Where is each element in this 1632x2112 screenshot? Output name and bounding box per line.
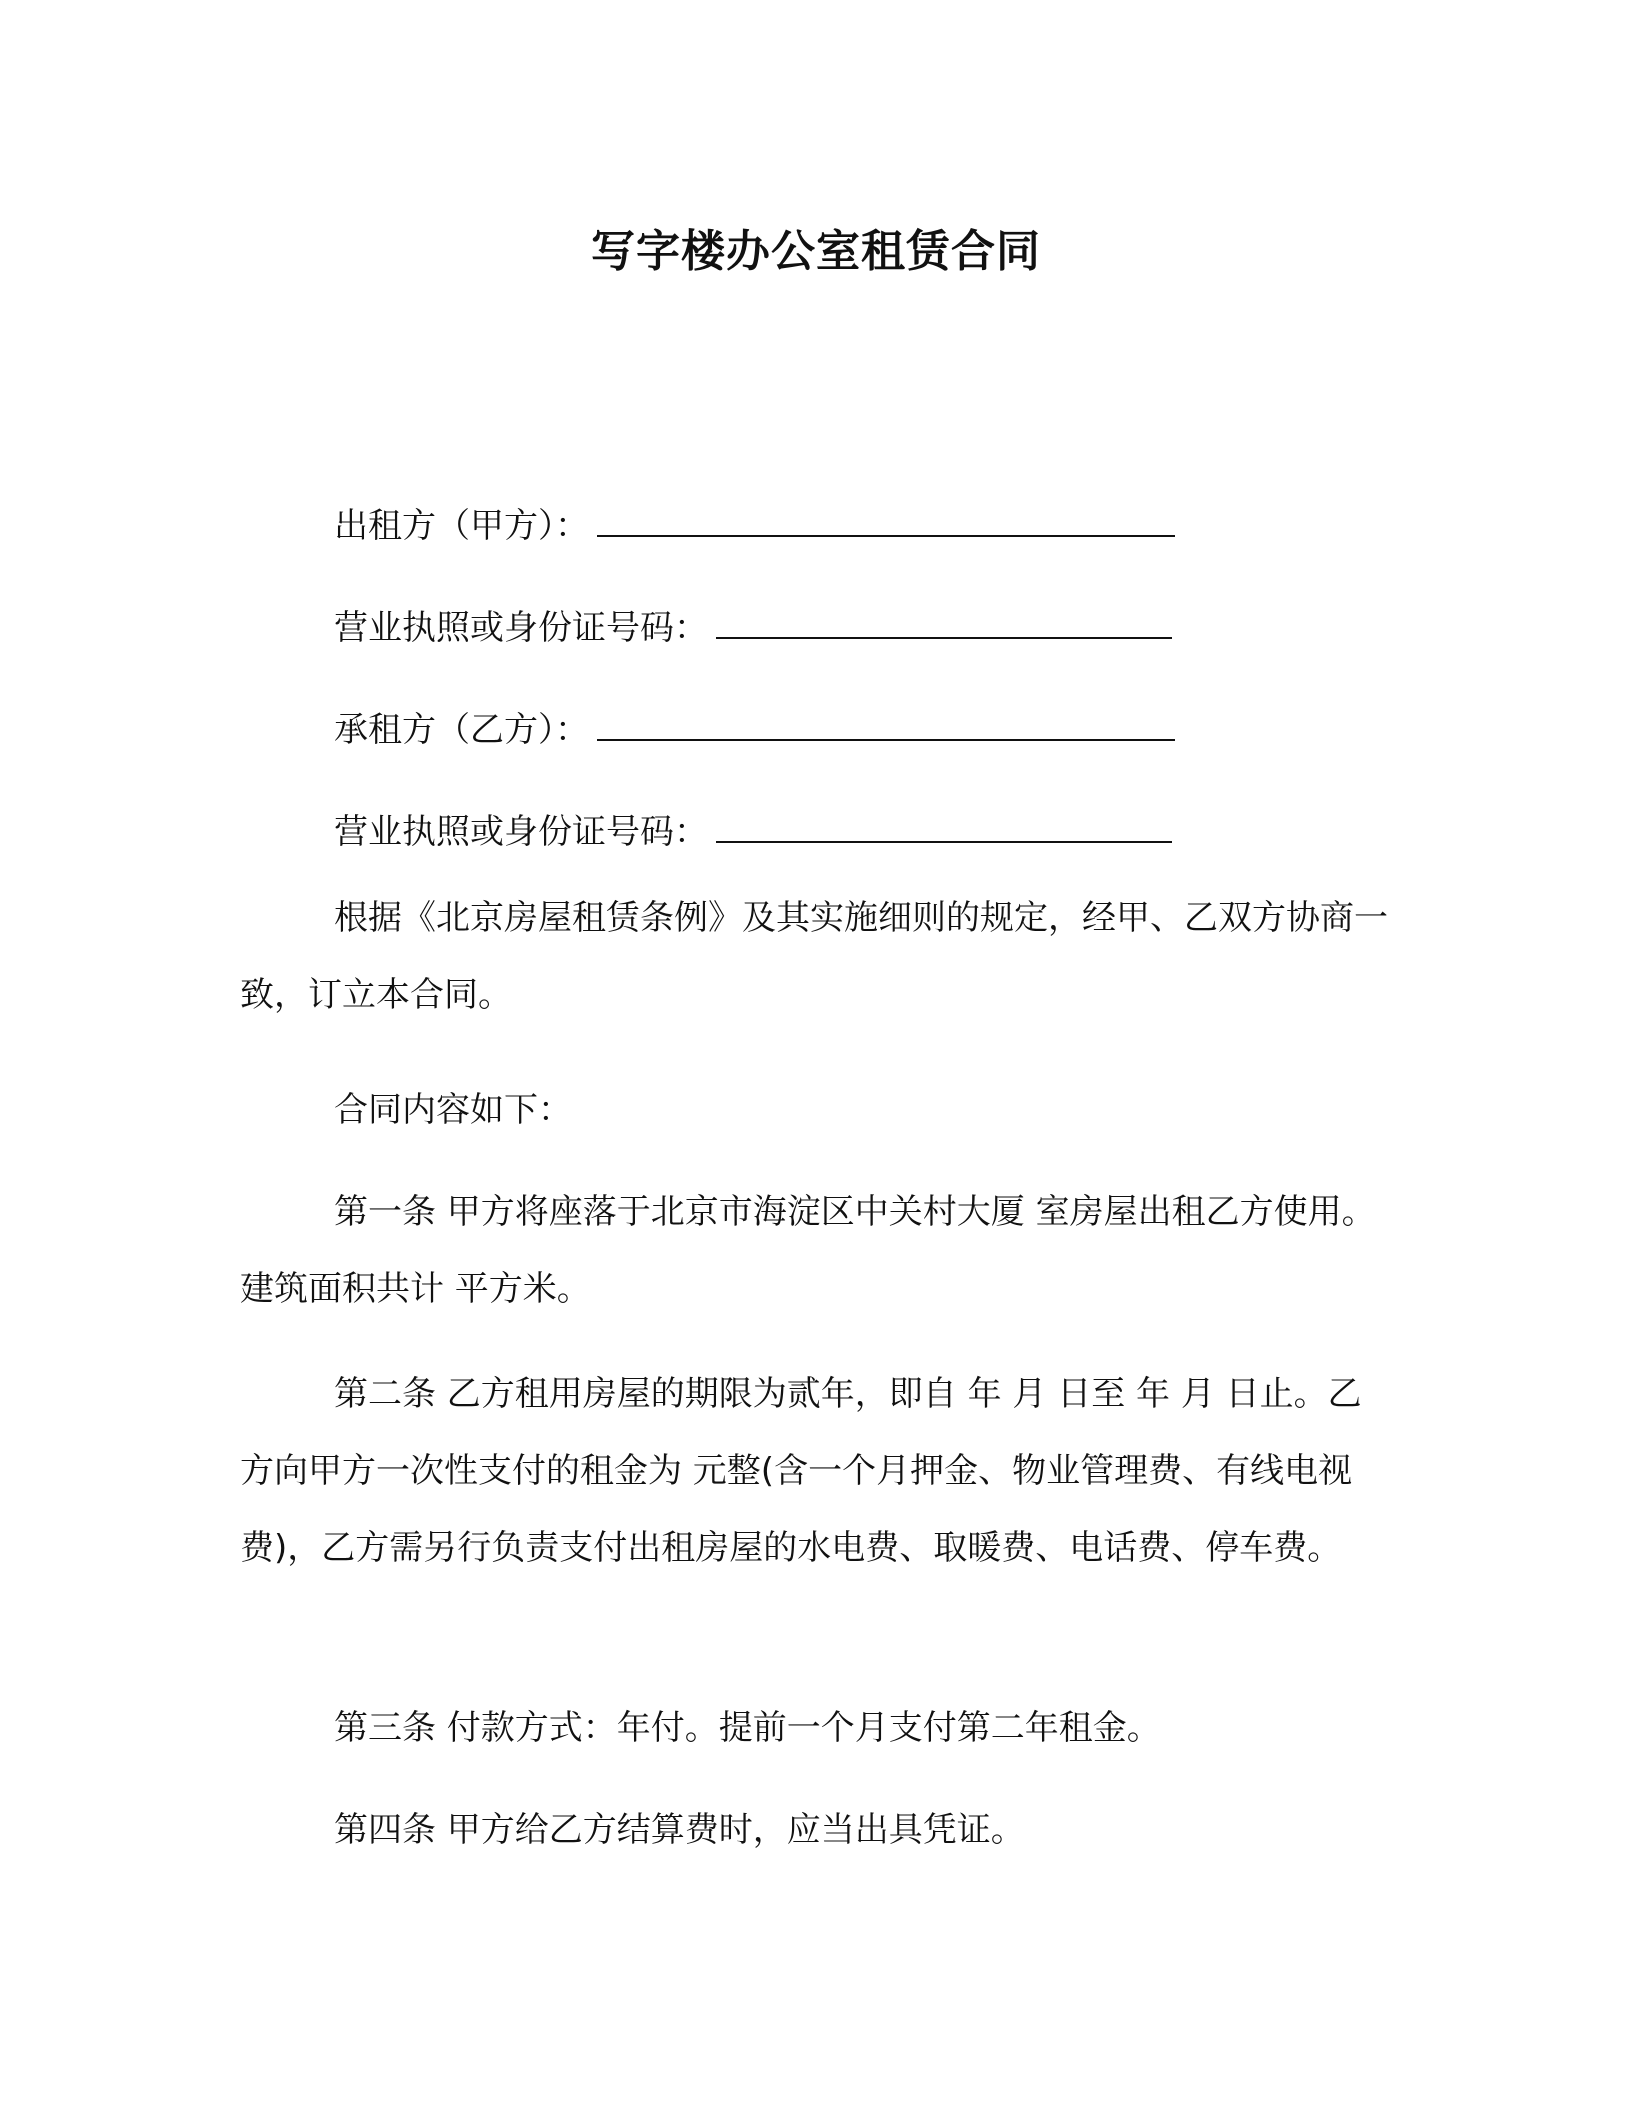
article-2-paragraph: 第二条 乙方租用房屋的期限为贰年，即自 年 月 日至 年 月 日止。乙方向甲方一次性支付的租金为 元整(含一个月押金、物业管理费、有线电视费)，乙方需另行负责支付出租房屋的水电费、取暖费、电话费、停车费。 <box>240 1374 1362 1568</box>
lessor-id-label: 营业执照或身份证号码： <box>334 608 708 648</box>
lessee-label: 承租方（乙方）： <box>334 710 589 750</box>
lessee-id-field <box>334 808 1172 856</box>
article-3-paragraph: 第三条 付款方式：年付。提前一个月支付第二年租金。 <box>334 1708 1161 1748</box>
lessor-label: 出租方（甲方）： <box>334 506 589 546</box>
contract-intro-paragraph: 合同内容如下： <box>334 1090 572 1130</box>
preamble-paragraph: 根据《北京房屋租赁条例》及其实施细则的规定，经甲、乙双方协商一致，订立本合同。 <box>240 898 1388 1015</box>
article-1-paragraph: 第一条 甲方将座落于北京市海淀区中关村大厦 室房屋出租乙方使用。建筑面积共计 平方米。 <box>240 1192 1376 1309</box>
document-title: 写字楼办公室租赁合同 <box>591 226 1041 277</box>
lessee-id-label: 营业执照或身份证号码： <box>334 812 708 852</box>
lessee-field <box>334 706 1175 754</box>
article-4-paragraph: 第四条 甲方给乙方结算费时，应当出具凭证。 <box>334 1810 1025 1850</box>
lessee-id-blank-line[interactable] <box>716 811 1172 843</box>
lessee-blank-line[interactable] <box>597 709 1175 741</box>
lessor-field <box>334 502 1175 550</box>
lessor-blank-line[interactable] <box>597 505 1175 537</box>
lessor-id-field <box>334 604 1172 652</box>
lessor-id-blank-line[interactable] <box>716 607 1172 639</box>
